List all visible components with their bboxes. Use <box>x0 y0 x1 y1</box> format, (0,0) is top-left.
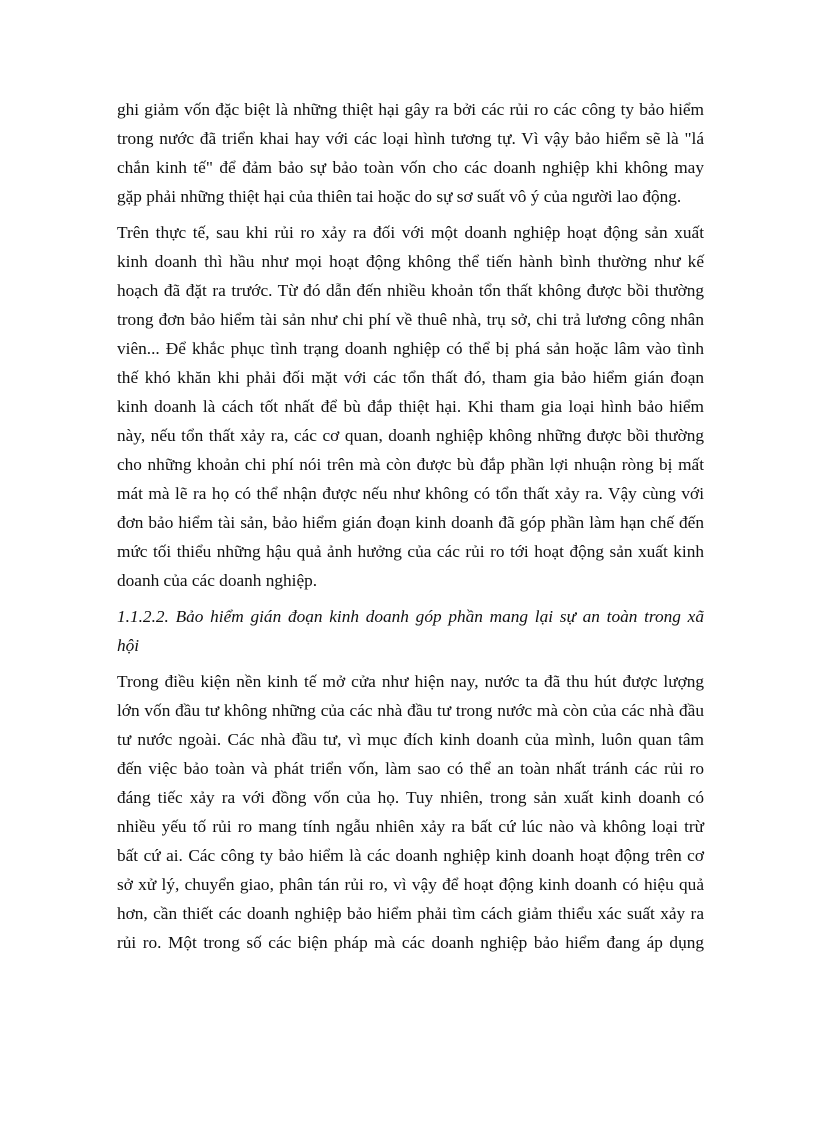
text-line: cho những khoản chi phí nói trên mà còn được bù đắp phần lợi nhuận ròng bị mất <box>117 455 704 474</box>
text-line: hơn, cần thiết các doanh nghiệp bảo hiểm phải tìm cách giảm thiểu xác suất xảy ra <box>117 904 704 923</box>
text-line: mát mà lẽ ra họ có thể nhận được nếu như không có tổn thất xảy ra. Vậy cùng với <box>117 484 704 503</box>
text-line: thế khó khăn khi phải đối mặt với các tổn thất đó, tham gia bảo hiểm gián đoạn <box>117 368 704 387</box>
text-line: đáng tiếc xảy ra với đồng vốn của họ. Tuy nhiên, trong sản xuất kinh doanh có <box>117 788 704 807</box>
text-line: này, nếu tổn thất xảy ra, các cơ quan, doanh nghiệp không những được bồi thường <box>117 426 704 445</box>
text-line: trong nước đã triển khai hay với các loại hình tương tự. Vì vậy bảo hiểm sẽ là "lá <box>117 129 704 148</box>
text-line: viên... Để khắc phục tình trạng doanh nghiệp có thể bị phá sản hoặc lâm vào tình <box>117 339 704 358</box>
paragraph-social-safety <box>117 667 704 957</box>
text-line: tư nước ngoài. Các nhà đầu tư, vì mục đích kinh doanh của mình, luôn quan tâm <box>117 730 704 749</box>
text-line: đơn bảo hiểm tài sản, bảo hiểm gián đoạn kinh doanh đã góp phần làm hạn chế đến <box>117 513 704 532</box>
text-line: Trên thực tế, sau khi rủi ro xảy ra đối với một doanh nghiệp hoạt động sản xuất <box>117 223 704 242</box>
text-line: đến việc bảo toàn và phát triển vốn, làm sao có thể an toàn nhất tránh các rủi ro <box>117 759 704 778</box>
paragraph-capital-preservation <box>117 95 704 211</box>
heading-line: 1.1.2.2. Bảo hiểm gián đoạn kinh doanh góp phần mang lại sự an toàn trong xã <box>117 607 704 626</box>
text-line: kinh doanh thì hầu như mọi hoạt động không thể tiến hành bình thường như kế <box>117 252 704 271</box>
text-line: bất cứ ai. Các công ty bảo hiểm là các doanh nghiệp kinh doanh hoạt động trên cơ <box>117 846 704 865</box>
text-line: lớn vốn đầu tư không những của các nhà đầu tư trong nước mà còn của các nhà đầu <box>117 701 704 720</box>
text-line: trong đơn bảo hiểm tài sản như chi phí về thuê nhà, trụ sở, chi trả lương công nhân <box>117 310 704 329</box>
text-line: nhiều yếu tố rủi ro mang tính ngẫu nhiên xảy ra bất cứ lúc nào và không loại trừ <box>117 817 704 836</box>
text-line: mức tối thiểu những hậu quả ảnh hưởng của các rủi ro tới hoạt động sản xuất kinh <box>117 542 704 561</box>
text-line: ghi giảm vốn đặc biệt là những thiệt hại gây ra bởi các rủi ro các công ty bảo hiểm <box>117 100 704 119</box>
text-line: gặp phải những thiệt hại của thiên tai hoặc do sự sơ suất vô ý của người lao động. <box>117 187 682 206</box>
text-line: doanh của các doanh nghiệp. <box>117 571 318 590</box>
section-heading-1-1-2-2 <box>117 602 704 660</box>
heading-line: hội <box>117 636 140 655</box>
text-line: sở xử lý, chuyển giao, phân tán rủi ro, vì vậy để hoạt động kinh doanh có hiệu quả <box>117 875 704 894</box>
text-line: rủi ro. Một trong số các biện pháp mà các doanh nghiệp bảo hiểm đang áp dụng <box>117 933 704 952</box>
paragraph-business-interruption-effects <box>117 218 704 595</box>
text-line: chắn kinh tế" để đảm bảo sự bảo toàn vốn cho các doanh nghiệp khi không may <box>117 158 704 177</box>
text-line: Trong điều kiện nền kinh tế mở cửa như hiện nay, nước ta đã thu hút được lượng <box>117 672 704 691</box>
text-line: kinh doanh là cách tốt nhất để bù đắp thiệt hại. Khi tham gia loại hình bảo hiểm <box>117 397 704 416</box>
text-line: hoạch đã đặt ra trước. Từ đó dẫn đến nhiều khoản tổn thất không được bồi thường <box>117 281 704 300</box>
document-page <box>117 95 704 964</box>
